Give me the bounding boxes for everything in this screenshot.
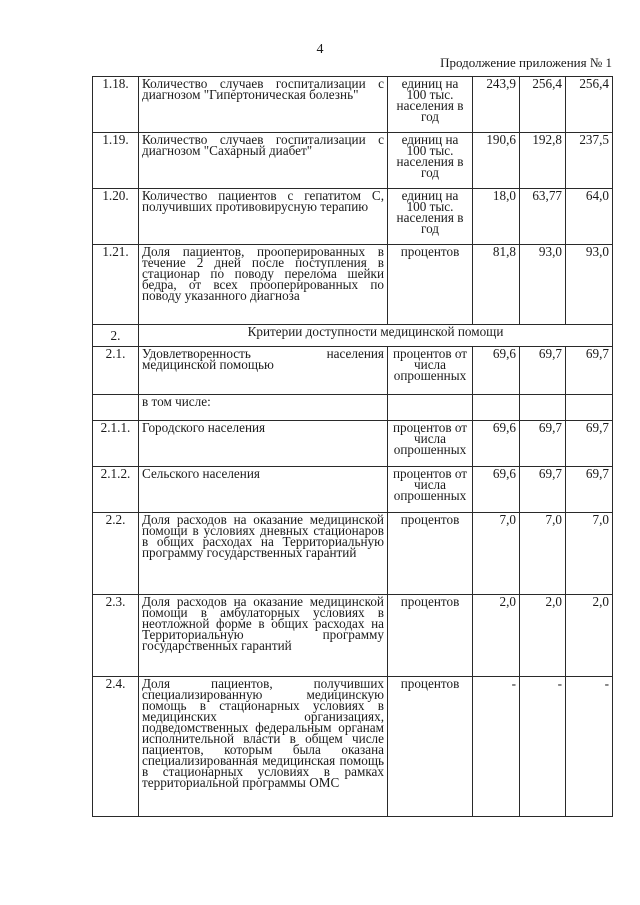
unit-cell: процентов: [388, 513, 473, 595]
unit-cell: единиц на 100 тыс. населения в год: [388, 133, 473, 189]
value-cell-1: 7,0: [473, 513, 520, 595]
value-cell-3: 69,7: [566, 467, 613, 513]
unit-cell: [388, 395, 473, 421]
value-cell-1: 69,6: [473, 467, 520, 513]
indicator-name-cell: Сельского населения: [139, 467, 388, 513]
row-number-cell: 2.4.: [93, 677, 139, 817]
value-cell-1: 69,6: [473, 347, 520, 395]
value-cell-3: 2,0: [566, 595, 613, 677]
value-cell-2: -: [520, 677, 566, 817]
value-cell-2: [520, 395, 566, 421]
value-cell-3: 237,5: [566, 133, 613, 189]
indicator-name-cell: Доля пациентов, прооперированных в течение 2 дней после поступления в стационар по поводу перелома шейки бедра, от всех прооперированных по поводу указанного диагноза: [139, 245, 388, 325]
page-number: 4: [316, 42, 324, 57]
unit-cell: единиц на 100 тыс. населения в год: [388, 77, 473, 133]
indicator-name-cell: Городского населения: [139, 421, 388, 467]
unit-cell: единиц на 100 тыс. населения в год: [388, 189, 473, 245]
table-row: [93, 467, 613, 513]
indicator-name-cell: Доля пациентов, получивших специализированную медицинскую помощь в стационарных условиях в медицинских организациях, подведомственных федеральным органам исполнительной власти в общем числе пациентов, которым была оказана специализированная медицинская помощь в стационарных условиях в рамках территориальной программы ОМС: [139, 677, 388, 817]
table-row: [93, 133, 613, 189]
row-number-cell: 2.1.: [93, 347, 139, 395]
indicator-name-cell: Количество случаев госпитализации с диагнозом "Гипертоническая болезнь": [139, 77, 388, 133]
value-cell-2: 69,7: [520, 467, 566, 513]
value-cell-1: 190,6: [473, 133, 520, 189]
unit-cell: процентов: [388, 677, 473, 817]
value-cell-2: 2,0: [520, 595, 566, 677]
value-cell-1: 2,0: [473, 595, 520, 677]
table-row: [93, 245, 613, 325]
value-cell-2: 69,7: [520, 421, 566, 467]
table-row: [93, 77, 613, 133]
value-cell-1: [473, 395, 520, 421]
value-cell-3: 69,7: [566, 421, 613, 467]
table-row: [93, 513, 613, 595]
value-cell-3: 64,0: [566, 189, 613, 245]
value-cell-3: 7,0: [566, 513, 613, 595]
table-row: [93, 347, 613, 395]
unit-cell: процентов: [388, 245, 473, 325]
indicator-name-cell: Удовлетворенность населения медицинской помощью: [139, 347, 388, 395]
row-number-cell: 2.2.: [93, 513, 139, 595]
value-cell-1: -: [473, 677, 520, 817]
indicator-name-cell: Доля расходов на оказание медицинской помощи в условиях дневных стационаров в общих расходах на Территориальную программу государственных гарантий: [139, 513, 388, 595]
table-row: [93, 421, 613, 467]
table-row: [93, 395, 613, 421]
value-cell-2: 7,0: [520, 513, 566, 595]
row-number-cell: 2.1.1.: [93, 421, 139, 467]
value-cell-1: 81,8: [473, 245, 520, 325]
table-row: [93, 325, 613, 347]
indicator-name-cell: в том числе:: [139, 395, 388, 421]
unit-cell: процентов: [388, 595, 473, 677]
row-number-cell: 1.18.: [93, 77, 139, 133]
indicator-name-cell: Количество случаев госпитализации с диагнозом "Сахарный диабет": [139, 133, 388, 189]
table-row: [93, 189, 613, 245]
value-cell-3: [566, 395, 613, 421]
row-number-cell: 1.19.: [93, 133, 139, 189]
row-number-cell: 1.21.: [93, 245, 139, 325]
value-cell-1: 18,0: [473, 189, 520, 245]
value-cell-2: 256,4: [520, 77, 566, 133]
value-cell-1: 243,9: [473, 77, 520, 133]
row-number-cell: 2.1.2.: [93, 467, 139, 513]
table-row: [93, 677, 613, 817]
value-cell-1: 69,6: [473, 421, 520, 467]
value-cell-3: 69,7: [566, 347, 613, 395]
value-cell-2: 93,0: [520, 245, 566, 325]
unit-cell: процентов от числа опрошенных: [388, 347, 473, 395]
value-cell-2: 192,8: [520, 133, 566, 189]
unit-cell: процентов от числа опрошенных: [388, 421, 473, 467]
value-cell-3: 256,4: [566, 77, 613, 133]
row-number-cell: 1.20.: [93, 189, 139, 245]
indicator-name-cell: Количество пациентов с гепатитом С, получивших противовирусную терапию: [139, 189, 388, 245]
unit-cell: процентов от числа опрошенных: [388, 467, 473, 513]
row-number-cell: 2.3.: [93, 595, 139, 677]
section-heading-cell: Критерии доступности медицинской помощи: [139, 325, 613, 347]
continuation-caption: Продолжение приложения № 1: [440, 55, 612, 70]
value-cell-3: 93,0: [566, 245, 613, 325]
value-cell-2: 69,7: [520, 347, 566, 395]
indicators-table: [92, 76, 613, 817]
value-cell-2: 63,77: [520, 189, 566, 245]
indicator-name-cell: Доля расходов на оказание медицинской помощи в амбулаторных условиях в неотложной форме в общих расходах на Территориальную программу государственных гарантий: [139, 595, 388, 677]
row-number-cell: [93, 395, 139, 421]
table-row: [93, 595, 613, 677]
value-cell-3: -: [566, 677, 613, 817]
row-number-cell: 2.: [93, 325, 139, 347]
